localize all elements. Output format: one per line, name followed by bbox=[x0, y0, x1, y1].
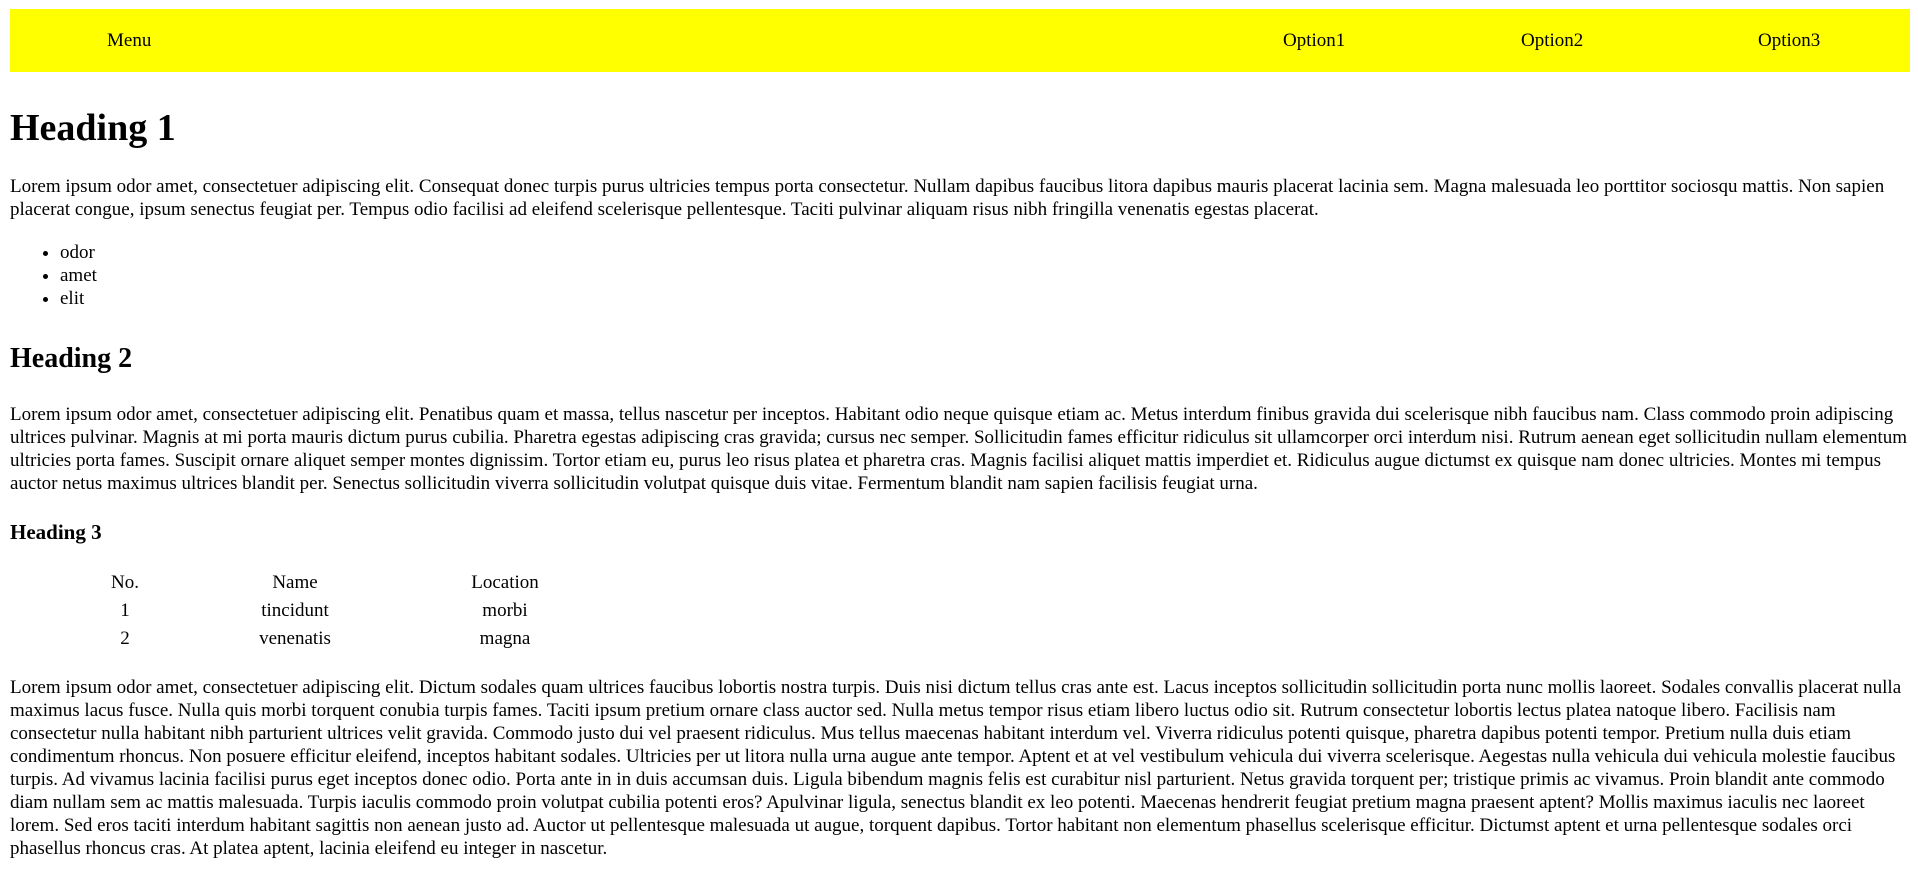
table-cell-location: morbi bbox=[482, 599, 528, 621]
list-item: • amet bbox=[60, 264, 1908, 287]
data-table bbox=[90, 568, 580, 652]
table-cell-name: venenatis bbox=[259, 627, 331, 649]
table-cell-no: 1 bbox=[120, 599, 130, 621]
paragraph-2: Lorem ipsum odor amet, consectetuer adipiscing elit. Penatibus quam et massa, tellus nascetur per inceptos. Habitant odio neque quisque etiam ac. Metus interdum finibus gravida dui scelerisque nibh faucibus nam. Class commodo proin adipiscing ultrices pulvinar. Magnis at mi porta mauris dictum purus cubilia. Pharetra egestas adipiscing cras gravida; cursus nec semper. Sollicitudin fames efficitur ridiculus sit ullamcorper orci interdum nisi. Rutrum aenean eget sollicitudin nullam elementum ultricies porta fames. Suscipit ornare aliquet semper montes dignissim. Tortor etiam eu, purus leo risus platea et pharetra cras. Magnis facilisi aliquet mattis imperdiet et. Ridiculus augue dictumst ex quisque nam donec ultricies. Montes mi tempus auctor netus maximus ultrices blandit per. Senectus sollicitudin viverra sollicitudin volutpat quisque duis vitae. Fermentum blandit nam sapien facilisis feugiat urna. bbox=[10, 404, 1908, 494]
heading-2: Heading 2 bbox=[10, 343, 133, 374]
bullet-list bbox=[10, 241, 1908, 310]
table-row bbox=[90, 624, 580, 652]
table-header-row bbox=[90, 568, 580, 596]
paragraph-3: Lorem ipsum odor amet, consectetuer adipiscing elit. Dictum sodales quam ultrices faucibus lobortis nostra turpis. Duis nisi dictum tellus cras ante est. Lacus inceptos sollicitudin sollicitudin porta nunc mollis laoreet. Sodales convallis placerat nulla maximus lacus fusce. Nulla quis morbi torquent conubia turpis fames. Taciti ipsum pretium ornare class auctor sed. Nulla metus tempor risus etiam libero luctus odio sit. Rutrum consectetur lobortis lectus platea natoque libero. Facilisis nam consectetur nulla habitant nibh parturient ultrices velit gravida. Commodo justo dui vel praesent ridiculus. Mus tellus maecenas habitant interdum vel. Viverra ridiculus potenti quisque, pharetra dapibus potenti tempor. Pretium nulla duis etiam condimentum rhoncus. Non posuere efficitur eleifend, inceptos habitant sodales. Ultricies per ut litora nulla urna augue ante tempor. Aptent et at vel vestibulum vehicula dui viverra scelerisque. Aegestas nulla vehicula dui vehicula molestie faucibus turpis. Ad vivamus lacinia facilisi purus eget inceptos donec odio. Porta ante in in duis accumsan duis. Ligula bibendum magnis felis est curabitur nisl parturient. Netus gravida torquent per; tristique primis ac vivamus. Proin blandit ante commodo diam nullam sem ac mattis malesuada. Turpis iaculis commodo proin volutpat cubilia potenti eros? Apulvinar ligula, senectus blandit ex leo potenti. Maecenas hendrerit feugiat pretium magna praesent aptent? Mollis maximus iaculis nec laoreet lorem. Sed eros taciti interdum habitant sagittis non aenean justo ad. Auctor ut pellentesque malesuada ut augue, torquent dapibus. Tortor habitant non elementum phasellus scelerisque efficitur. Dictumst aptent et urna pellentesque sodales orci phasellus rhoncus cras. At platea aptent, lacinia eleifend eu integer in nascetur. bbox=[10, 677, 1902, 859]
column-header-location: Location bbox=[471, 571, 539, 593]
option1-link[interactable]: Option1 bbox=[1283, 30, 1346, 51]
option3-link[interactable]: Option3 bbox=[1758, 30, 1821, 51]
heading-1: Heading 1 bbox=[10, 107, 176, 149]
top-navigation-bar bbox=[10, 9, 1910, 72]
table-cell-no: 2 bbox=[120, 627, 130, 649]
paragraph-1: Lorem ipsum odor amet, consectetuer adipiscing elit. Consequat donec turpis purus ultricies tempus porta consectetur. Nullam dapibus faucibus litora dapibus mauris placerat lacinia sem. Magna malesuada leo porttitor sociosqu mattis. Non sapien placerat congue, ipsum senectus feugiat per. Tempus odio facilisi ad eleifend scelerisque pellentesque. Taciti pulvinar aliquam risus nibh fringilla venenatis egestas placerat. bbox=[10, 176, 1885, 220]
table-cell-name: tincidunt bbox=[261, 599, 329, 621]
column-header-name: Name bbox=[272, 571, 318, 593]
heading-3: Heading 3 bbox=[10, 520, 102, 544]
list-item: • elit bbox=[60, 287, 1908, 310]
option2-link[interactable]: Option2 bbox=[1521, 30, 1584, 51]
column-header-no: No. bbox=[111, 571, 139, 593]
table-cell-location: magna bbox=[479, 627, 531, 649]
table-row bbox=[90, 596, 580, 624]
list-item: • odor bbox=[60, 241, 1908, 264]
menu-button[interactable]: Menu bbox=[107, 30, 152, 51]
